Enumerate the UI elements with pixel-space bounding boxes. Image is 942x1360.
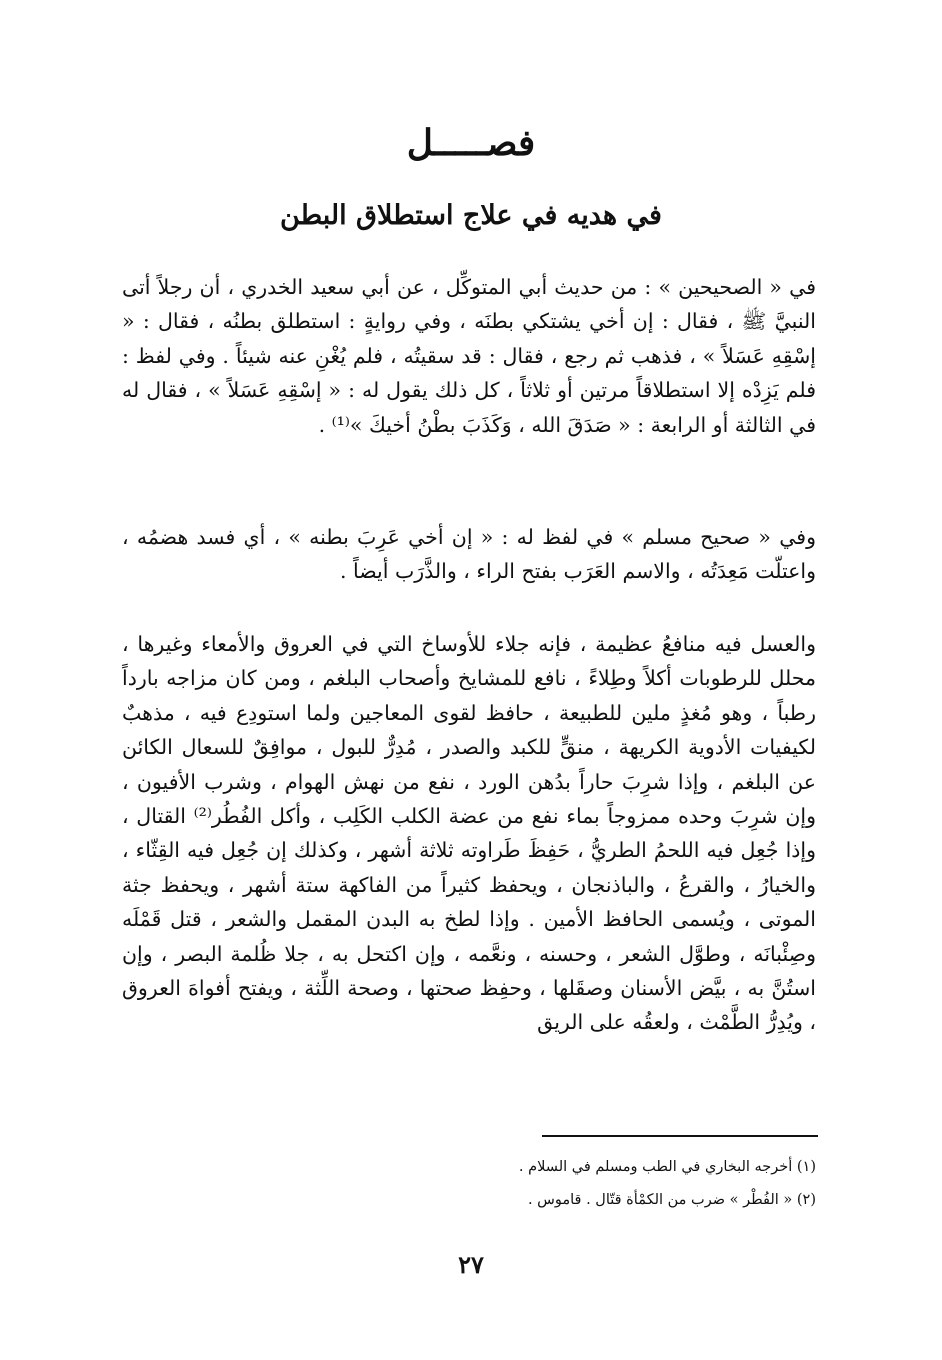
footnote-1: (١) أخرجه البخاري في الطب ومسلم في السلام .	[518, 1159, 816, 1175]
section-title: فصـــــل	[406, 122, 536, 164]
section-subtitle: في هديه في علاج استطلاق البطن	[280, 200, 662, 231]
footnote-divider	[542, 1135, 818, 1137]
paragraph-hadith: في « الصحيحين » : من حديث أبي المتوكِّل ، عن أبي سعيد الخدري ، أن رجلاً أتى النبيَّ ﷺ ، فقال : إن أخي يشتكي بطنَه ، وفي روايةٍ : استطلق بطنُه ، فقال : « إسْقِهِ عَسَلاً » ، فذهب ثم رجع ، فقال : قد سقيتُه ، فلم يُغْنِ عنه شيئاً . وفي لفظ : فلم يَزِدْه إلا استطلاقاً مرتين أو ثلاثاً ، كل ذلك يقول له : « إسْقِهِ عَسَلاً » ، فقال له في الثالثة أو الرابعة : « صَدَقَ الله ، وَكَذَبَ بطْنُ أخيكَ »⁽¹⁾ .	[122, 275, 816, 437]
paragraph-honey-benefits: والعسل فيه منافعُ عظيمة ، فإنه جلاء للأوساخ التي في العروق والأمعاء وغيرها ، محلل للرطوبات أكلاً وطِلاءً ، نافع للمشايخ وأصحاب البلغم ، ومن كان مزاجه بارداً رطباً ، وهو مُغذٍ ملين للطبيعة ، حافظ لقوى المعاجين ولما استودِع فيه ، مذهبٌ لكيفيات الأدوية الكريهة ، منقٍّ للكبد والصدر ، مُدِرٌّ للبول ، موافِقٌ للسعال الكائن عن البلغم ، وإذا شرِبَ حاراً بدُهن الورد ، نفع من نهش الهوام ، وشرب الأفيون ، وإن شرِبَ وحده ممزوجاً بماء نفع من عضة الكلب الكَلِب ، وأكل الفُطُر⁽²⁾ القتال ، وإذا جُعِل فيه اللحمُ الطريُّ ، حَفِظَ طَراوته ثلاثة أشهر ، وكذلك إن جُعِل فيه القِثّاء ، والخيارُ ، والقرعُ ، والباذنجان ، ويحفظ كثيراً من الفاكهة ستة أشهر ، ويحفظ جثة الموتى ، ويُسمى الحافظ الأمين . وإذا لطخ به البدن المقمل والشعر ، قتل قَمْلَه وصِئْبانَه ، وطوَّل الشعر ، وحسنه ، ونعَّمه ، وإن اكتحل به ، جلا ظُلمة البصر ، وإن استُنَّ به ، بيَّض الأسنان وصقَلها ، وحفِظ صحتها ، وصحة اللِّثة ، ويفتح أفواهَ العروق ، ويُدِرُّ الطَّمْث ، ولعقُه على الريق	[122, 632, 816, 1035]
paragraph-muslim-wording: وفي « صحيح مسلم » في لفظ له : « إن أخي عَرِبَ بطنه » ، أي فسد هضمُه ، واعتلّت مَعِدَتُه ، والاسم العَرَب بفتح الراء ، والذَّرَب أيضاً .	[122, 525, 816, 584]
page-number: ٢٧	[458, 1250, 484, 1279]
footnote-2: (٢) « الفُطْر » ضرب من الكمْأة قتّال . قاموس .	[527, 1192, 816, 1208]
